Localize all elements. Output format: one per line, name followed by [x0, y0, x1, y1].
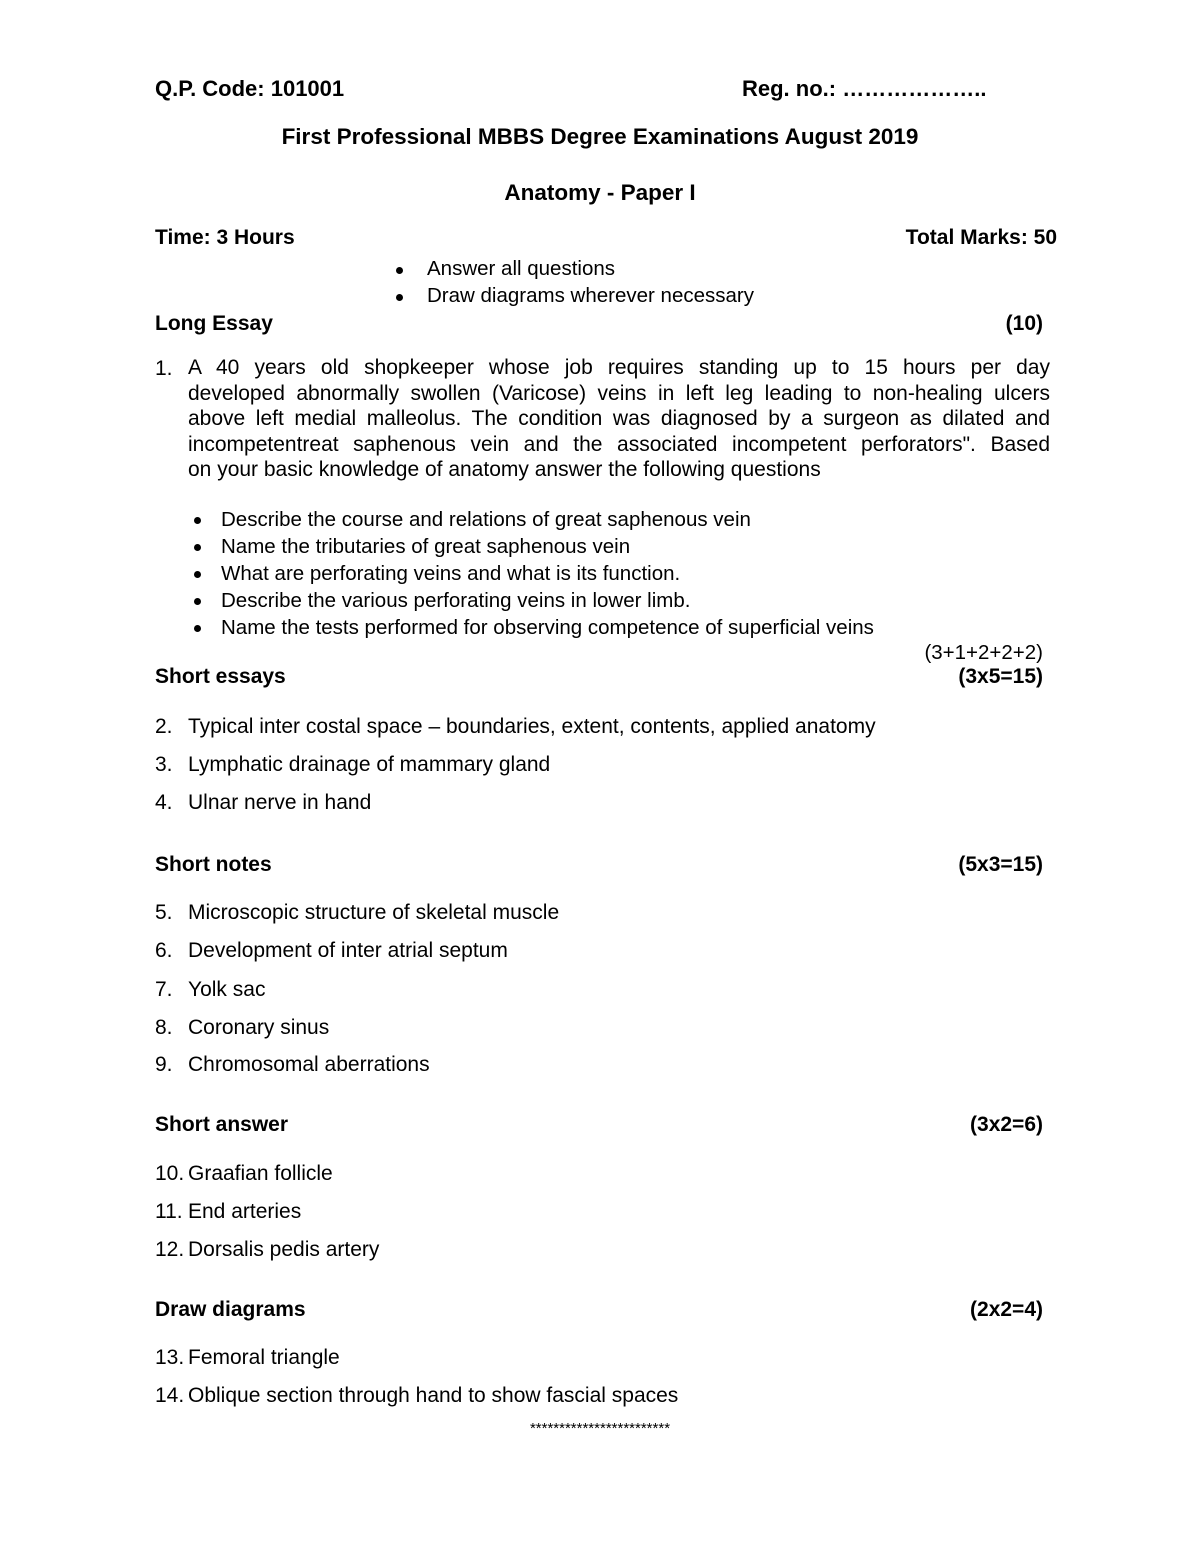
question-number: 4.: [155, 791, 173, 814]
question-text: End arteries: [188, 1200, 302, 1223]
question-number: 9.: [155, 1053, 173, 1076]
section-marks-long-essay: (10): [1005, 312, 1043, 335]
question-text: Femoral triangle: [188, 1346, 340, 1369]
section-heading-short-essays: Short essays: [155, 665, 286, 688]
section-heading-short-answer: Short answer: [155, 1113, 289, 1136]
question-text: Typical inter costal space – boundaries, extent, contents, applied anatomy: [188, 715, 876, 738]
section-marks-short-notes: (5x3=15): [958, 853, 1043, 876]
question-text: Yolk sac: [188, 978, 266, 1001]
section-marks-short-answer: (3x2=6): [970, 1113, 1043, 1136]
exam-title: First Professional MBBS Degree Examinations August 2019: [281, 124, 919, 149]
question-number: 8.: [155, 1016, 173, 1039]
time-allowed: Time: 3 Hours: [155, 226, 295, 249]
question-number: 13.: [155, 1346, 185, 1369]
question-number: 3.: [155, 753, 173, 776]
qp-code: Q.P. Code: 101001: [155, 76, 345, 101]
question-text: Coronary sinus: [188, 1016, 330, 1039]
section-heading-draw-diagrams: Draw diagrams: [155, 1298, 306, 1321]
split-marks: (3+1+2+2+2): [924, 641, 1043, 664]
end-of-paper-marker: ************************: [529, 1420, 671, 1437]
question-number: 2.: [155, 715, 173, 738]
long-essay-question: [188, 355, 1050, 483]
bullet-icon: [396, 294, 403, 301]
bullet-icon: [194, 517, 201, 524]
bullet-icon: [396, 267, 403, 274]
subquestion-item: Name the tests performed for observing competence of superficial veins: [221, 616, 874, 639]
question-number: 1.: [155, 357, 173, 380]
bullet-icon: [194, 625, 201, 632]
question-text: Development of inter atrial septum: [188, 939, 508, 962]
question-line: A 40 years old shopkeeper whose job requires standing up to 15 hours per day: [188, 356, 1050, 379]
question-line: above left medial malleolus. The condition was diagnosed by a surgeon as dilated and: [188, 407, 1050, 431]
bullet-icon: [194, 598, 201, 605]
section-heading-short-notes: Short notes: [155, 853, 272, 876]
section-marks-short-essays: (3x5=15): [958, 665, 1043, 688]
section-heading-long-essay: Long Essay: [155, 312, 273, 335]
subquestion-item: Name the tributaries of great saphenous vein: [221, 535, 631, 558]
bullet-icon: [194, 571, 201, 578]
instruction-item: Answer all questions: [427, 257, 616, 280]
question-line: developed abnormally swollen (Varicose) veins in left leg leading to non-healing ulcers: [188, 381, 1050, 405]
question-line: incompetentreat saphenous vein and the associated incompetent perforators". Based: [188, 432, 1050, 456]
question-number: 7.: [155, 978, 173, 1001]
question-number: 11.: [155, 1200, 183, 1223]
subquestion-item: Describe the course and relations of great saphenous vein: [221, 508, 751, 531]
total-marks: Total Marks: 50: [905, 226, 1057, 249]
bullet-icon: [194, 544, 201, 551]
question-text: Ulnar nerve in hand: [188, 791, 372, 814]
instruction-item: Draw diagrams wherever necessary: [427, 284, 754, 307]
question-text: Graafian follicle: [188, 1162, 333, 1185]
section-marks-draw-diagrams: (2x2=4): [970, 1298, 1043, 1321]
question-text: Oblique section through hand to show fascial spaces: [188, 1384, 679, 1407]
reg-no: Reg. no.: ………………..: [742, 76, 987, 101]
question-number: 10.: [155, 1162, 185, 1185]
subquestion-item: What are perforating veins and what is its function.: [221, 562, 681, 585]
question-line: on your basic knowledge of anatomy answer the following questions: [188, 458, 821, 482]
question-number: 12.: [155, 1238, 185, 1261]
question-number: 6.: [155, 939, 173, 962]
question-number: 14.: [155, 1384, 185, 1407]
question-text: Dorsalis pedis artery: [188, 1238, 380, 1261]
subject-title: Anatomy - Paper I: [504, 180, 696, 205]
question-text: Chromosomal aberrations: [188, 1053, 430, 1076]
subquestion-item: Describe the various perforating veins in lower limb.: [221, 589, 691, 612]
question-number: 5.: [155, 901, 173, 924]
question-text: Microscopic structure of skeletal muscle: [188, 901, 560, 924]
question-text: Lymphatic drainage of mammary gland: [188, 753, 551, 776]
